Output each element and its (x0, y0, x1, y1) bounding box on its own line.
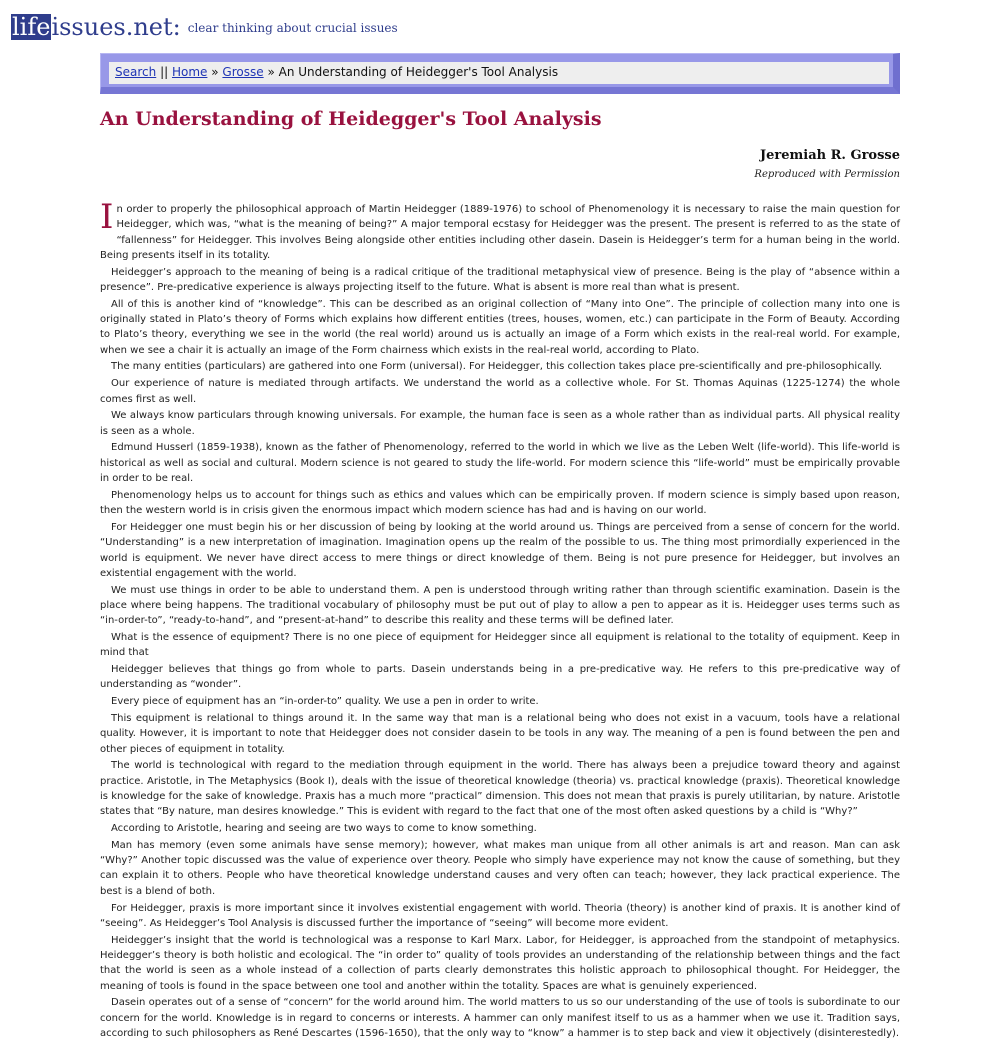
article-paragraph: Dasein operates out of a sense of “concern” for the world around him. The world matters to us so our understanding of the use of tools is subordinate to our concern for the world. Knowledge is in regard to concerns or interests. A hammer can only manifest itself to us as a hammer when we use it. Tradition says, according to such philosophers as René Descartes (1596-1650), that the only way to “know” a hammer is to step back and view it objectively (disinterestedly). (100, 997, 900, 1039)
article-paragraph: This equipment is relational to things around it. In the same way that man is a relational being who does not exist in a vacuum, tools have a relational quality. However, it is important to note that Heidegger does not consider dasein to be tools in any way. The meaning of a pen is found between the pen and other pieces of equipment in totality. (100, 713, 900, 755)
article-paragraph: Our experience of nature is mediated through artifacts. We understand the world as a collective whole. For St. Thomas Aquinas (1225-1274) the whole comes first as well. (100, 378, 900, 405)
breadcrumb-separator: || (160, 65, 169, 79)
article-paragraph: For Heidegger, praxis is more important since it involves existential engagement with world. Theoria (theory) is another kind of praxis. It is another kind of “seeing”. As Heidegger’s Tool Analysis is discussed further the importance of “seeing” will become more evident. (100, 902, 900, 929)
article-paragraph: Edmund Husserl (1859-1938), known as the father of Phenomenology, referred to the world in which we live as the Leben Welt (life-world). This life-world is historical as well as social and cultural. Modern science is not geared to study the life-world. For modern science this “life-world” must be empirically provable in order to be real. (100, 442, 900, 485)
article-author: Jeremiah R. Grosse (759, 148, 900, 163)
breadcrumb-search-link[interactable]: Search (115, 65, 157, 79)
site-tagline: clear thinking about crucial issues (187, 21, 398, 35)
site-header (11, 10, 398, 40)
site-logo[interactable] (11, 14, 181, 40)
breadcrumb (109, 62, 889, 84)
article-paragraph: Every piece of equipment has an “in-order-to” quality. We use a pen in order to write. (111, 696, 539, 708)
breadcrumb-separator: » (211, 65, 219, 79)
article-paragraph: What is the essence of equipment? There is no one piece of equipment for Heidegger since all equipment is relational to the totality of equipment. Keep in mind that (100, 632, 900, 659)
article-paragraph: We always know particulars through knowing universals. For example, the human face is seen as a whole rather than as individual parts. All physical reality is seen as a whole. (100, 410, 900, 437)
page-title: An Understanding of Heidegger's Tool Analysis (100, 108, 602, 130)
breadcrumb-section-link[interactable]: Grosse (222, 65, 264, 79)
breadcrumb-separator: » (267, 65, 275, 79)
article-paragraph: We must use things in order to be able to understand them. A pen is understood through writing rather than through scientific examination. Dasein is the place where being happens. The traditional vocabulary of philosophy must be put out of play to allow a pen to appear as it is. Heidegger uses terms such as “in-order-to”, “ready-to-hand”, and “present-at-hand” to describe this reality and these terms will be defined later. (100, 584, 900, 627)
article-paragraph: According to Aristotle, hearing and seeing are two ways to come to know something. (111, 823, 537, 835)
article-paragraph: All of this is another kind of “knowledge”. This can be described as an original collection of “Many into One”. The principle of collection many into one is originally stated in Plato’s theory of Forms which explains how different entities (trees, houses, women, etc.) can participate in the Form of Beauty. According to Plato’s theory, everything we see in the world (the real world) around us is actually an image of a Form which exists in the real-real world. For example, when we see a chair it is actually an image of the Form chairness which exists in the real-real world, according to Plato. (100, 298, 900, 356)
article-paragraph: Heidegger’s insight that the world is technological was a response to Karl Marx. Labor, for Heidegger, is approached from the standpoint of metaphysics. Heidegger’s theory is both holistic and ecological. The “in order to” quality of tools provides an understanding of the relationship between things and the fact that the world is seen as a whole instead of a collection of parts clearly demonstrates this holistic approach to philosophical thought. For Heidegger, the meaning of tools is found in the space between one tool and another within the totality. Spaces are what is genuinely experienced. (100, 934, 900, 992)
article-body (100, 197, 900, 1043)
article-paragraph (100, 197, 900, 263)
article-paragraph: Heidegger’s approach to the meaning of being is a radical critique of the traditional metaphysical view of presence. Being is the play of “absence within a presence”. Pre-predicative experience is always projecting itself to the future. What is absent is more real than what is present. (100, 266, 900, 293)
drop-cap: I (100, 197, 114, 237)
breadcrumb-current: An Understanding of Heidegger's Tool Analysis (278, 65, 559, 79)
breadcrumb-frame (100, 53, 900, 94)
breadcrumb-home-link[interactable]: Home (171, 65, 208, 79)
paragraph-text: n order to properly the philosophical approach of Martin Heidegger (1889-1976) to school of Phenomenology it is necessary to raise the main question for Heidegger, which was, “what is the meaning of being?” A major temporal ecstasy for Heidegger was the present. The present is referred to as the state of “fallenness” for Heidegger. This involves Being alongside other entities including other dasein. Dasein is Heidegger’s term for a human being in the world. Being presents itself in its totality. (100, 204, 900, 261)
article-paragraph: Man has memory (even some animals have sense memory); however, what makes man unique from all other animals is art and reason. Man can ask “Why?” Another topic discussed was the value of experience over theory. People who simply have experience may not know the cause of something, but they can explain it to others. People who have theoretical knowledge understand causes and very often can teach; however, they lack practical experience. The best is a blend of both. (100, 839, 900, 897)
logo-life-text: life (12, 13, 51, 41)
article-paragraph: Phenomenology helps us to account for things such as ethics and values which can be empirically proven. If modern science is simply based upon reason, then the western world is in crisis given the enormous impact which modern science has had and is having on our world. (100, 489, 900, 517)
article-paragraph: For Heidegger one must begin his or her discussion of being by looking at the world around us. Things are perceived from a sense of concern for the world. “Understanding” is a new interpretation of imagination. Imagination opens up the realm of the possible to us. The thing most primordially experienced in the world is equipment. We never have direct access to mere things or direct knowledge of them. Being is not pure presence for Heidegger, but involves an existential engagement with the world. (100, 521, 900, 579)
permission-note: Reproduced with Permission (754, 169, 900, 180)
article-paragraph: Heidegger believes that things go from whole to parts. Dasein understands being in a pre-predicative way. He refers to this pre-predicative way of understanding as “wonder”. (100, 664, 900, 691)
article-paragraph: The world is technological with regard to the mediation through equipment in the world. There has always been a prejudice toward theory and against practice. Aristotle, in The Metaphysics (Book I), deals with the issue of theoretical knowledge (theoria) vs. practical knowledge (praxis). Theoretical knowledge is knowledge for the sake of knowledge. Praxis has a much more “practical” dimension. This does not mean that praxis is purely utilitarian, by nature. Aristotle states that “By nature, man desires knowledge.” This is evident with regard to the fact that one of the most often asked questions by a child is “Why?” (100, 760, 900, 818)
logo-rest-text: issues.net: (51, 13, 181, 41)
article-paragraph: The many entities (particulars) are gathered into one Form (universal). For Heidegger, this collection takes place pre-scientifically and pre-philosophically. (111, 361, 883, 373)
